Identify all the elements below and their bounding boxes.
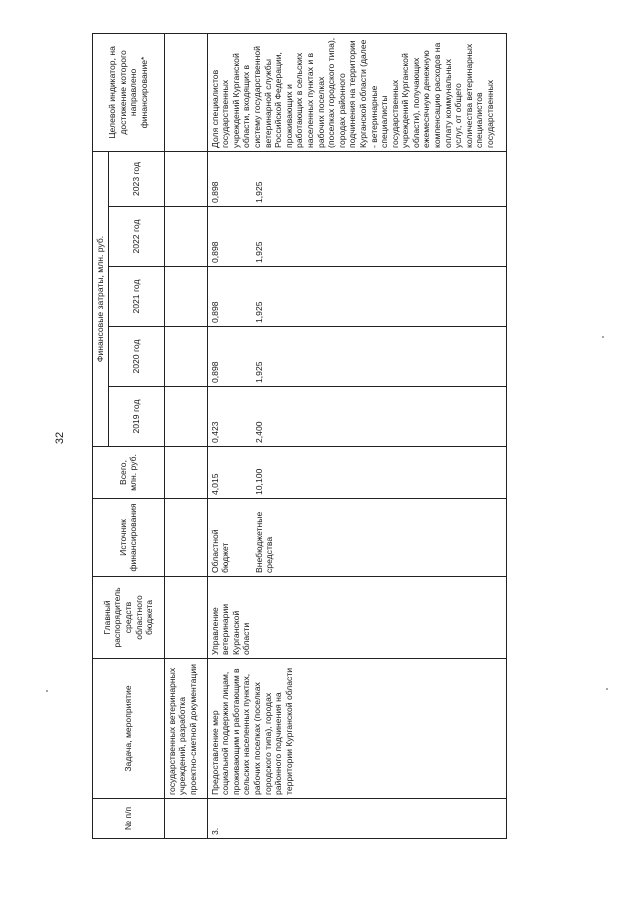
page-number: 32 bbox=[54, 431, 67, 445]
value-extrabudget: 1,925 bbox=[253, 301, 264, 323]
value-extrabudget: 1,925 bbox=[253, 181, 264, 203]
source-regional: Областной бюджет bbox=[209, 529, 231, 573]
col-source-header: Источник финансирования bbox=[93, 499, 165, 577]
year-header: 2020 год bbox=[108, 327, 164, 387]
financing-table bbox=[92, 33, 507, 839]
col-task-header: Задача, мероприятие bbox=[93, 659, 165, 799]
cell-empty bbox=[164, 151, 207, 206]
value-extrabudget: 1,925 bbox=[253, 361, 264, 383]
total-regional: 4,015 bbox=[209, 473, 220, 495]
scan-speck bbox=[46, 690, 48, 692]
table-row bbox=[164, 33, 207, 838]
cell-empty bbox=[164, 33, 207, 151]
cell-empty bbox=[164, 327, 207, 387]
col-manager-header: Главный распорядитель средств областного бюджета bbox=[93, 577, 165, 659]
cell-source bbox=[207, 499, 506, 577]
year-header: 2021 год bbox=[108, 267, 164, 327]
col-costs-group-header: Финансовые затраты, млн. руб. bbox=[93, 151, 109, 446]
cell-year-2021 bbox=[207, 267, 506, 327]
value-extrabudget: 2,400 bbox=[253, 421, 264, 443]
cell-task: Предоставление мер социальной поддержки лицам, проживающим и работающим в сельских населенных пунктах, рабочих поселках (поселках городского типа), городах районного подчинения на территории Курганской области bbox=[207, 659, 506, 799]
year-header: 2019 год bbox=[108, 387, 164, 447]
cell-empty bbox=[164, 267, 207, 327]
cell-year-2023 bbox=[207, 151, 506, 206]
col-total-header: Всего, млн. руб. bbox=[93, 447, 165, 499]
cell-empty bbox=[164, 447, 207, 499]
cell-num: 3. bbox=[207, 799, 506, 839]
cell-year-2019 bbox=[207, 387, 506, 447]
cell-empty bbox=[164, 799, 207, 839]
col-indicator-header: Целевой индикатор, на достижение которого направлено финансирование* bbox=[93, 33, 165, 151]
rotated-table-sheet bbox=[92, 34, 542, 839]
scan-speck bbox=[606, 688, 608, 690]
source-extrabudget: Внебюджетные средства bbox=[253, 511, 275, 573]
cell-year-2022 bbox=[207, 207, 506, 267]
value-regional: 0,898 bbox=[209, 181, 220, 203]
value-regional: 0,898 bbox=[209, 361, 220, 383]
cell-indicator: Доля специалистов государственных учреждений Курганской области, входящих в систему государственной ветеринарной службы Российской Федерации, проживающих и работающих в сельских населенных пунктах и в рабочих поселках (поселках городского типа), городах районного подчинения на территории Курганской области (далее - ветеринарные специалисты государственных учреждений Курганской области), получающих ежемесячную денежную компенсацию расходов на оплату коммунальных услуг, от общего количества ветеринарных специалистов государственных bbox=[207, 33, 506, 151]
cell-empty bbox=[164, 577, 207, 659]
cell-total bbox=[207, 447, 506, 499]
cell-empty bbox=[164, 207, 207, 267]
year-header: 2023 год bbox=[108, 151, 164, 206]
table-row bbox=[207, 33, 506, 838]
cell-year-2020 bbox=[207, 327, 506, 387]
scan-speck bbox=[602, 336, 604, 338]
total-extrabudget: 10,100 bbox=[253, 468, 264, 495]
value-regional: 0,423 bbox=[209, 421, 220, 443]
cell-task: государственных ветеринарных учреждений, разработка проектно-сметной документации bbox=[164, 659, 207, 799]
value-regional: 0,898 bbox=[209, 241, 220, 263]
year-header: 2022 год bbox=[108, 207, 164, 267]
cell-empty bbox=[164, 499, 207, 577]
value-extrabudget: 1,925 bbox=[253, 241, 264, 263]
cell-empty bbox=[164, 387, 207, 447]
col-num-header: № п/п bbox=[93, 799, 165, 839]
cell-manager: Управление ветеринарии Курганской области bbox=[207, 577, 506, 659]
value-regional: 0,898 bbox=[209, 301, 220, 323]
header-row-top bbox=[93, 33, 109, 838]
